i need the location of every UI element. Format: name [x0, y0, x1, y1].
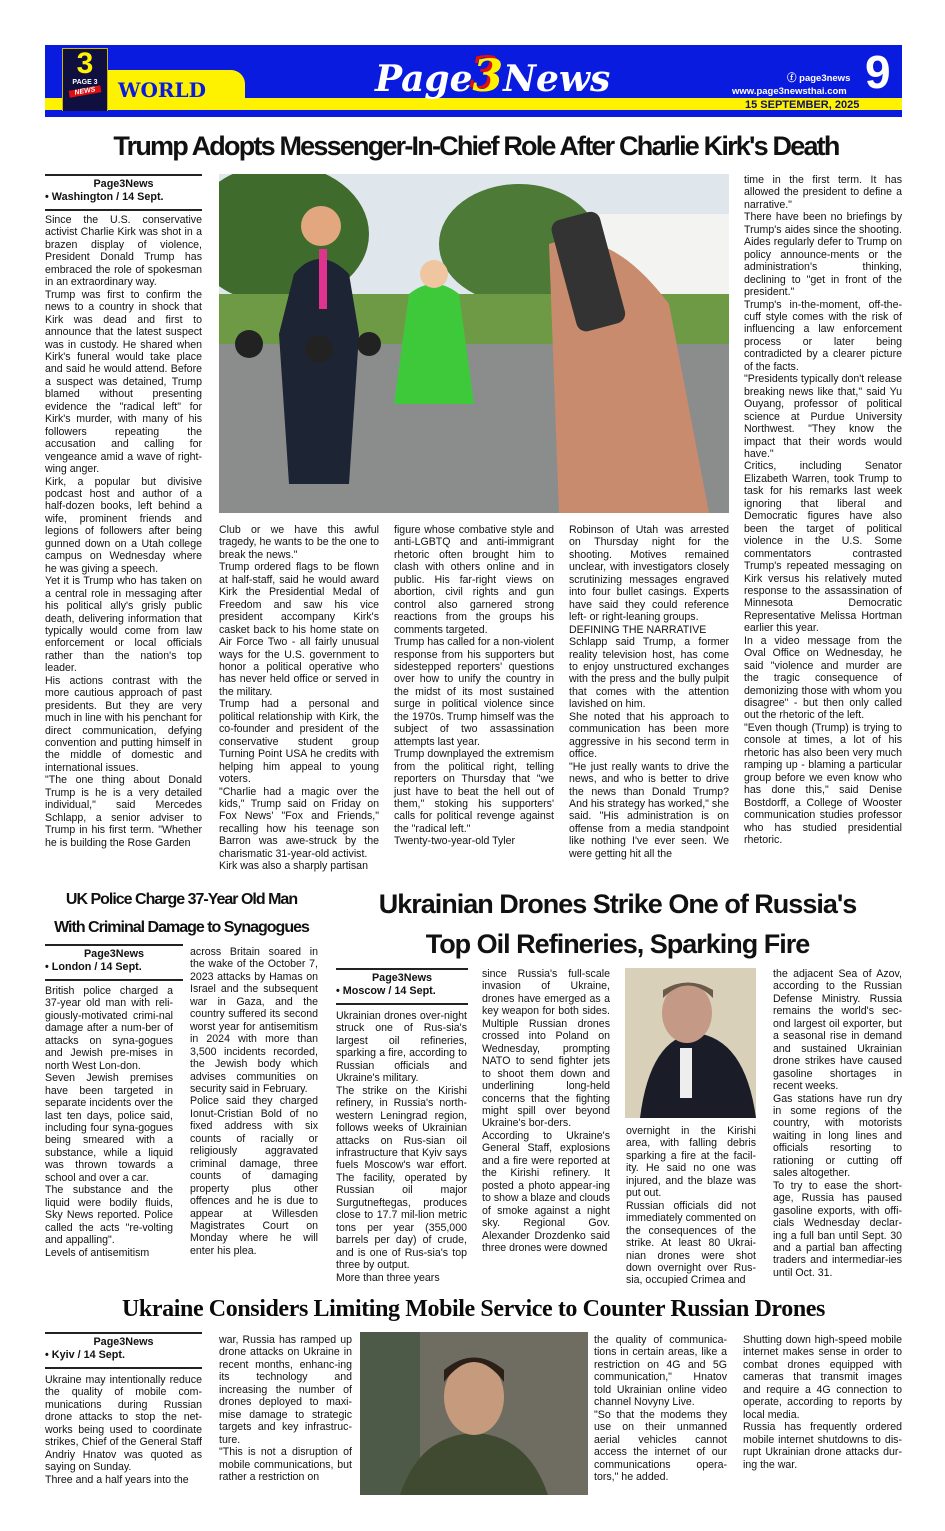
paragraph: Levels of antisemitism — [45, 1246, 150, 1259]
paragraph: Ukraine may intentionally reduce the quality of mobile com-munications during Russian drone attacks to stop the net-works being used to coordinate strikes, Chief of the General Staff Andriy Hnatov was quoted as saying on Sunday. — [45, 1374, 202, 1474]
paragraph: Gas stations have run dry in some regions of the country, with motorists waiting in long lines and officials resorting to rationing or cutting off sales altogether. — [773, 1092, 902, 1180]
page-number: 9 — [865, 46, 891, 98]
paragraph: DEFINING THE NARRATIVE — [569, 623, 707, 636]
masthead-title: Page3News — [375, 51, 611, 102]
section-label: WORLD — [118, 78, 206, 102]
paragraph: "Charlie had a magic over the kids," Trump said on Friday on Fox News' "Fox and Friends," recalling how his teenage son Barron was awe-struck by the charismatic 31-year-old activist. — [219, 785, 379, 860]
paragraph: Ukrainian drones over-night struck one of Rus-sia's largest oil refineries, sparking a fire, according to Russian officials and Ukraine's military. — [336, 1010, 467, 1085]
issue-date: 15 SEPTEMBER, 2025 — [745, 99, 860, 111]
article-column — [336, 1010, 467, 1284]
paragraph: More than three years — [336, 1271, 440, 1284]
paragraph: the adjacent Sea of Azov, according to the Russian Defense Ministry. Russia remains the world's sec-ond largest oil exporter, but a seasonal rise in demand and sustained Ukrainian drone strikes have caused gasoline shortages in recent weeks. — [773, 968, 902, 1093]
article-column — [744, 174, 902, 846]
paragraph: "This is not a disruption of mobile communications, but rather a restriction on — [219, 1446, 352, 1483]
paragraph: time in the first term. It has allowed the president to define a narrative." — [744, 174, 902, 211]
article-column — [219, 524, 379, 873]
article-column — [219, 1334, 352, 1483]
paragraph: Russian officials did not immediately commented on the consequences of the strike. At least 80 Ukrai-nian drones were shot down overnight over Rus-sia, occupied Crimea and — [626, 1199, 756, 1287]
paragraph: Seven Jewish premises have been targeted in separate incidents over the last ten days, police said, including four syna-gogues being smeared with a substance, while a liquid was thrown towards a school and over a car. — [45, 1072, 173, 1184]
drozdenko-photo — [625, 968, 756, 1118]
article-column — [45, 1374, 202, 1486]
paragraph: The substance and the liquid were bodily fluids, Sky News reported. Police called the acts "re-volting and appalling". — [45, 1184, 173, 1247]
paragraph: Police said they charged Ionut-Cristian Bold of no fixed address with six counts of racially or religiously aggravated criminal damage, three counts of damaging property plus other offences and he is due to appear at Willesden Magistrates Court on Monday where he will enter his plea. — [190, 1095, 318, 1257]
paragraph: Critics, including Senator Elizabeth Warren, took Trump to task for his remarks last week ignoring that liberal and Democratic figures have also been the target of political violence in the U.S. Some commentators contrasted Trump's repeated messaging on Kirk versus his relatively muted response to the assassination of Minnesota Democratic Representative Melissa Hortman earlier this year. — [744, 460, 902, 635]
headline-ukraine-drones: Ukrainian Drones Strike One of Russia's Top Oil Refineries, Sparking Fire — [378, 889, 857, 959]
paragraph: Trump downplayed the extremism from the political right, telling reporters on Thursday that "we just have to beat the hell out of them," stoking his supporters' calls for political revenge against the "radical left." — [394, 748, 554, 835]
paragraph: Shutting down high-speed mobile internet makes sense in order to combat drones equipped with cameras that transmit images and require a 4G connection to operate, according to reports by local media. — [743, 1334, 902, 1421]
paragraph: Trump was first to confirm the news to a country in shock that Kirk was dead and first to announce that the latest suspect was in custody. He shared when Kirk's funeral would take place and said he would attend. Before a suspect was detained, Trump blamed without presenting evidence the "radical left" for Kirk's murder, with many of his followers repeating the accusation and calling for vengeance amid a wave of right-wing anger. — [45, 288, 202, 476]
paragraph: Twenty-two-year-old Tyler — [394, 835, 516, 848]
article-column — [569, 524, 729, 860]
paragraph: His actions contrast with the more cautious approach of past presidents. But they are very much in line with his penchant for direct communication, defying convention and putting himself in the middle of domestic and international issues. — [45, 674, 202, 774]
article-column — [482, 968, 610, 1254]
paragraph: Schlapp said Trump, a former reality television host, has come to enjoy unstructured exchanges with the press and the bully pulpit that comes with the attention lavished on him. — [569, 636, 729, 711]
headline-ukraine-mobile: Ukraine Considers Limiting Mobile Service to Counter Russian Drones — [122, 1296, 825, 1322]
paragraph: Kirk was also a sharply partisan — [219, 860, 368, 873]
paragraph: across Britain soared in the wake of the October 7, 2023 attacks by Hamas on Israel and the subsequent war in Gaza, and the country suffered its second worst year for antisemitism in 2024 with more than 3,500 incidents recorded, the Jewish body which advises communities on security said in February. — [190, 946, 318, 1095]
article-column — [594, 1334, 727, 1483]
facebook-link[interactable]: ⓕ page3news — [787, 73, 851, 84]
paragraph: war, Russia has ramped up drone attacks on Ukraine in recent months, enhanc-ing its technology and increasing the number of drones deployed to maxi-mise damage to strategic targets and key infrastruc-ture. — [219, 1334, 352, 1446]
paragraph: Since the U.S. conservative activist Charlie Kirk was shot in a brazen display of violence, President Donald Trump has embraced the role of spokesman in an extraordinary way. — [45, 214, 202, 289]
paragraph: "So that the modems they use on their unmanned aerial vehicles cannot access the internet of our communications opera-tors," he added. — [594, 1408, 727, 1483]
paragraph: "He just really wants to drive the news, and who is better to drive the news than Donald Trump? And his strategy has worked," she said. "His administration is on offense from a media standpoint like nothing I've ever seen. We were getting hit all the — [569, 760, 729, 860]
article-column — [743, 1334, 902, 1471]
paragraph: Kirk, a popular but divisive podcast host and author of a half-dozen books, left behind a wife, prominent friends and legions of followers after being gunned down on a Utah college campus on Wednesday where he was giving a speech. — [45, 475, 202, 575]
article-column — [626, 1125, 756, 1287]
headline-trump: Trump Adopts Messenger-In-Chief Role After Charlie Kirk's Death — [113, 131, 839, 161]
paragraph: since Russia's full-scale invasion of Ukraine, drones have emerged as a key weapon for both sides. Multiple Russian drones crossed into Poland on Wednesday, prompting NATO to send fighter jets to shoot them down and underlining long-held concerns that the fighting might spill over beyond Ukraine's bor-ders. — [482, 968, 610, 1130]
paragraph: figure whose combative style and anti-LGBTQ and anti-immigrant rhetoric often brought him to clash with others online and in public. His far-right views on abortion, civil rights and gun control also garnered strong reactions from the groups his comments targeted. — [394, 524, 554, 636]
trump-press-photo — [219, 174, 729, 513]
byline: Page3News • Washington / 14 Sept. — [45, 174, 202, 211]
paragraph: There have been no briefings by Trump's aides since the shooting. Aides regularly defer to Trump on policy announce-ments or the administration's thinking, declining to "get in front of the president." — [744, 211, 902, 299]
paragraph: Russia has frequently ordered mobile internet shutdowns to dis-rupt Ukrainian drone attacks dur-ing the war. — [743, 1421, 902, 1471]
article-column — [773, 968, 902, 1279]
article-column — [190, 946, 318, 1257]
masthead-banner — [45, 45, 902, 117]
paragraph: Yet it is Trump who has taken on a central role in messaging after his political ally's grisly public death, delivering information that typically would come from law enforcement or local officials rather than the nation's top leader. — [45, 575, 202, 675]
byline: Page3News • London / 14 Sept. — [45, 944, 183, 981]
article-column — [45, 214, 202, 849]
article-column — [394, 524, 554, 848]
headline-uk-police: UK Police Charge 37-Year Old Man With Criminal Damage to Synagogues — [54, 891, 309, 936]
paragraph: The strike on the Kirishi refinery, in Russia's north-western Leningrad region, follows weeks of Ukrainian attacks on Rus-sian oil infrastructure that Kyiv says fuels Moscow's war effort. The facility, operated by Russian oil major Surgutneftegas, produces close to 17.7 mil-lion metric tons per year (355,000 barrels per day) of crude, and is one of Rus-sia's top three by output. — [336, 1084, 467, 1272]
paragraph: Trump ordered flags to be flown at half-staff, said he would award Kirk the Presidential Medal of Freedom and saw his vice president accompany Kirk's casket back to his home state on Air Force Two - all fairly unusual ways for the U.S. government to honor a political operative who has never held office or served in the military. — [219, 561, 379, 698]
zelensky-photo — [360, 1332, 588, 1495]
paragraph: Three and a half years into the — [45, 1473, 189, 1486]
paragraph: Trump had a personal and political relationship with Kirk, the co-founder and president of the conservative student group Turning Point USA he credits with helping him appeal to young voters. — [219, 698, 379, 786]
paragraph: In a video message from the Oval Office on Wednesday, he said "violence and murder are the tragic consequence of demonizing those with whom you disagree" - but then only called out the rhetoric of the left. — [744, 634, 902, 722]
paragraph: "Even though (Trump) is trying to console at times, a lot of his rhetoric has also been very much ramping up - blaming a particular group before we even know who has done this," said Denise Bostdorff, a College of Wooster communication studies professor who has studied presidential rhetoric. — [744, 721, 902, 847]
paragraph: Trump's in-the-moment, off-the-cuff style comes with the risk of influencing a law enforcement process or later being contradicted by a clearer picture of the facts. — [744, 298, 902, 373]
website-link[interactable]: www.page3newsthai.com — [732, 86, 847, 97]
paragraph: overnight in the Kirishi area, with falling debris sparking a fire at the facil-ity. He said no one was injured, and the blaze was put out. — [626, 1125, 756, 1200]
byline: Page3News • Kyiv / 14 Sept. — [45, 1332, 202, 1369]
paragraph: British police charged a 37-year old man with reli-giously-motivated crimi-nal damage after a num-ber of attacks on syna-gogues and Jewish pre-mises in north West Lon-don. — [45, 985, 173, 1072]
paragraph: According to Ukraine's General Staff, explosions and a fire were reported at the Kirishi refinery. It posted a photo appear-ing to show a blaze and clouds of smoke against a night sky. Regional Gov. Alexander Drozdenko said three drones were downed — [482, 1129, 610, 1254]
paragraph: Trump has called for a non-violent response from his supporters but sidestepped reporters' questions over how to unify the country in the midst of its most sustained surge in political violence since the 1970s. Trump himself was the subject of two assassination attempts last year. — [394, 636, 554, 748]
byline: Page3News • Moscow / 14 Sept. — [336, 968, 468, 1005]
paragraph: Club or we have this awful tragedy, he wants to be the one to break the news." — [219, 524, 379, 561]
article-column — [45, 985, 173, 1259]
paragraph: To try to ease the short-age, Russia has paused gasoline exports, with offi-cials Wednesday declar-ing a full ban until Sept. 30 and a partial ban affecting traders and intermediar-ies until Oct. 31. — [773, 1179, 902, 1279]
paragraph: She noted that his approach to communication has been more aggressive in his second term in office. — [569, 710, 729, 761]
paragraph: Robinson of Utah was arrested on Thursday night for the shooting. Motives remained unclear, with investigators closely scrutinizing messages engraved into four bullet casings. Experts have said they could reference left- or right-leaning groups. — [569, 524, 729, 624]
paragraph: "The one thing about Donald Trump is he is a very detailed individual," said Mercedes Schlapp, a senior adviser to Trump in his first term. "Whether he is building the Rose Garden — [45, 774, 202, 849]
facebook-icon: ⓕ — [787, 73, 800, 84]
logo: 3 PAGE 3 NEWS — [62, 48, 108, 113]
paragraph: the quality of communica-tions in certain areas, like a restriction on 4G and 5G communication," Hnatov told Ukrainian online video channel Novyny Live. — [594, 1334, 727, 1409]
paragraph: "Presidents typically don't release breaking news like that," said Yu Ouyang, professor of political science at Purdue University Northwest. "They know the impact that their words would have." — [744, 373, 902, 460]
